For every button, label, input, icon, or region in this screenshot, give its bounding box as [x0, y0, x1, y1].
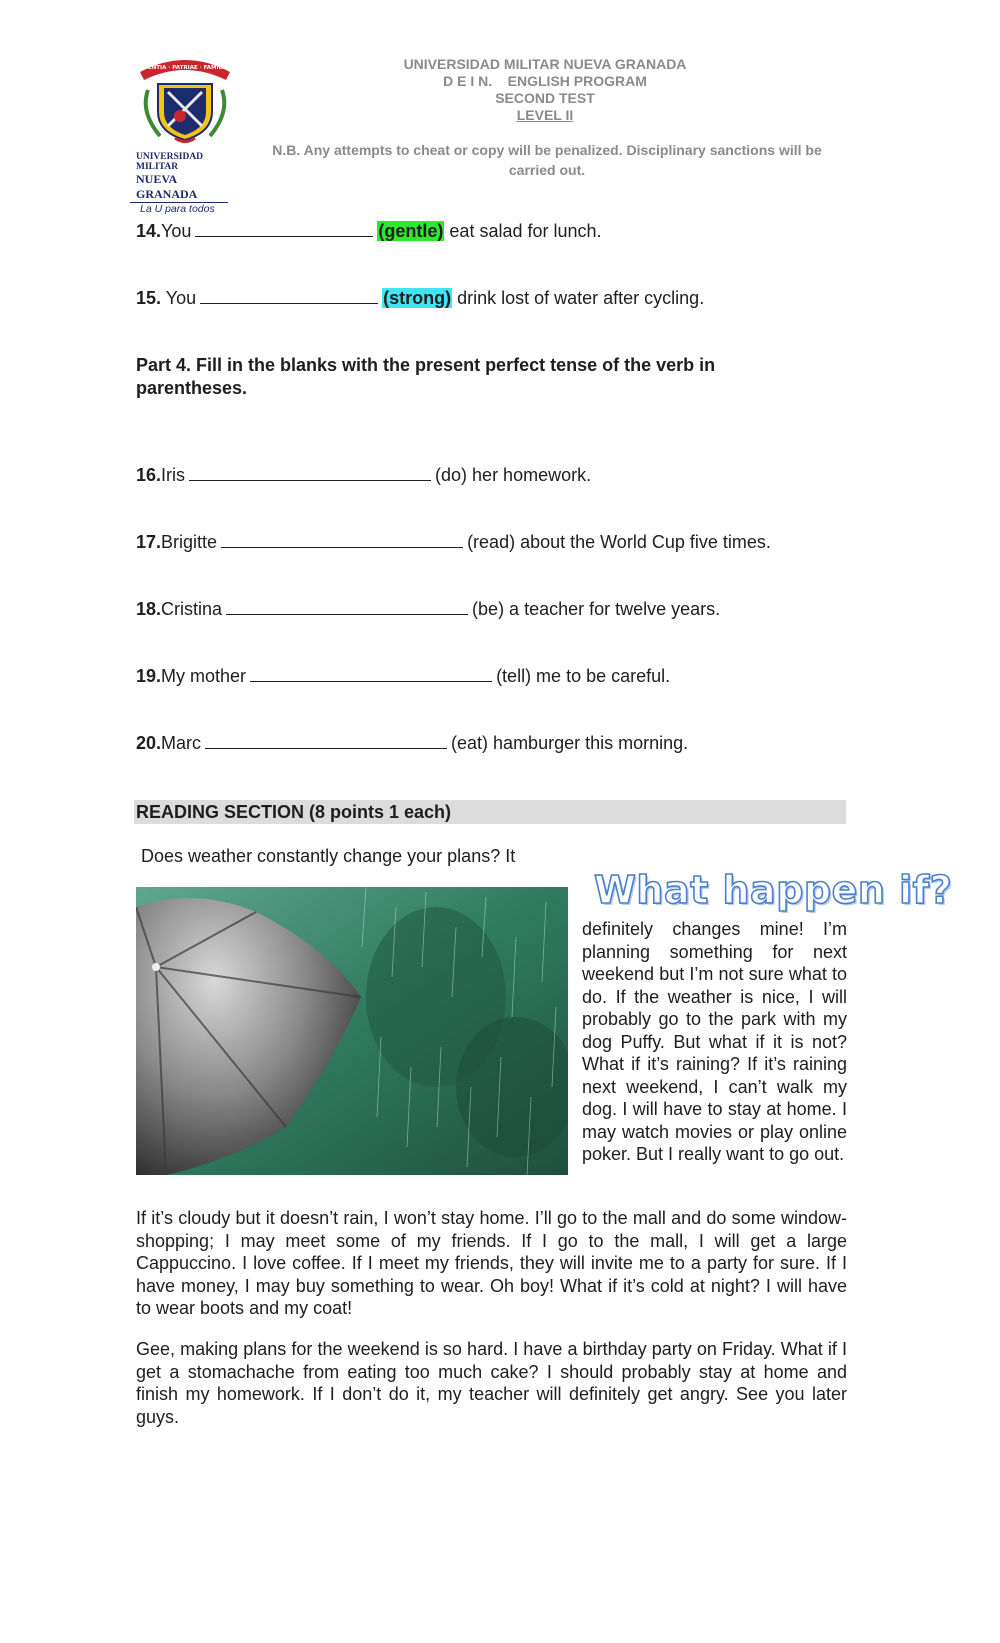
- adjective-hint: (gentle): [378, 221, 444, 241]
- answer-blank[interactable]: [189, 465, 431, 481]
- reading-title: What happen if?: [594, 868, 953, 912]
- logo-line-2: NUEVA GRANADA: [130, 172, 228, 203]
- reading-side-text: definitely changes mine! I’m planning something for next weekend but I’m not sure what to do. If the weather is nice, I will probably go to the park with my dog Puffy. But what if it is not? What if it’s raining? If it’s raining next weekend, I can’t walk my dog. I will have to stay at home. I may watch movies or play online poker. But I really want to go out.: [582, 919, 847, 1164]
- logo-line-1: UNIVERSIDAD MILITAR: [136, 152, 204, 172]
- answer-blank[interactable]: [200, 288, 378, 304]
- question-14: 14.You (gentle) eat salad for lunch.: [136, 221, 602, 241]
- reading-section-header: READING SECTION (8 points 1 each): [134, 800, 846, 824]
- question-17: 17.Brigitte (read) about the World Cup five times.: [136, 532, 771, 552]
- svg-text:SCIENTIA · PATRIAE · FAMILIAE: SCIENTIA · PATRIAE · FAMILIAE: [137, 65, 233, 71]
- logo-line-3: La U para todos: [140, 203, 215, 215]
- department-line: D E I N. ENGLISH PROGRAM: [443, 73, 647, 89]
- reading-paragraph-3: Gee, making plans for the weekend is so hard. I have a birthday party on Friday. What if I get a stomachache from eating too much cake? I should probably stay at home and finish my homework. If I don’t do it, my teacher will definitely get angry. See you later guys.: [136, 1339, 847, 1427]
- shield-crest-icon: [130, 50, 240, 145]
- university-name: UNIVERSIDAD MILITAR NUEVA GRANADA: [403, 56, 687, 72]
- question-16: 16.Iris (do) her homework.: [136, 465, 592, 485]
- umbrella-rain-image: [136, 887, 568, 1175]
- header-block: [330, 56, 760, 124]
- answer-blank[interactable]: [226, 599, 468, 615]
- question-number: 14.: [136, 221, 162, 241]
- question-18: 18.Cristina (be) a teacher for twelve years.: [136, 599, 721, 619]
- level-label: LEVEL II: [516, 107, 574, 123]
- reading-intro: Does weather constantly change your plans? It: [141, 846, 516, 866]
- test-name: SECOND TEST: [495, 90, 595, 106]
- answer-blank[interactable]: [195, 221, 373, 237]
- adjective-hint: (strong): [383, 288, 452, 308]
- question-20: 20.Marc (eat) hamburger this morning.: [136, 733, 689, 753]
- question-number: 15.: [136, 288, 162, 308]
- answer-blank[interactable]: [221, 532, 463, 548]
- university-logo: [130, 50, 240, 215]
- answer-blank[interactable]: [250, 666, 492, 682]
- question-15: 15. You (strong) drink lost of water after cycling.: [136, 288, 705, 308]
- question-19: 19.My mother (tell) me to be careful.: [136, 666, 671, 686]
- answer-blank[interactable]: [205, 733, 447, 749]
- part4-instruction: Part 4. Fill in the blanks with the present perfect tense of the verb in parentheses.: [136, 355, 716, 398]
- reading-paragraph-2: If it’s cloudy but it doesn’t rain, I won’t stay home. I’ll go to the mall and do some window-shopping; I may meet some of my friends. If I go to the mall, I will get a large Cappuccino. I love coffee. If I meet my friends, they will invite me to a party for sure. If I have money, I may buy something to wear. Oh boy! What if it’s cold at night? I will have to wear boots and my coat!: [136, 1208, 847, 1318]
- cheating-notice: N.B. Any attempts to cheat or copy will be penalized. Disciplinary sanctions will be carried out.: [272, 142, 822, 178]
